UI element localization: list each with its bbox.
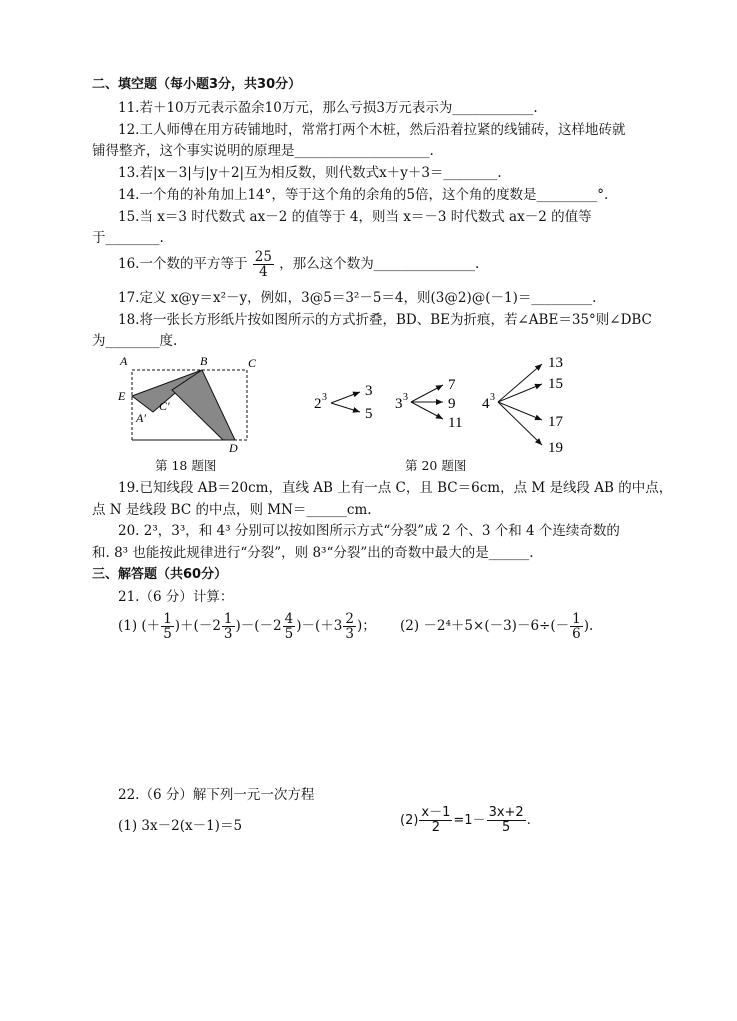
out-11: 11 (448, 415, 463, 431)
out-7: 7 (448, 377, 456, 393)
q21-1-fraction-4 (343, 612, 356, 641)
out-3: 3 (365, 383, 373, 399)
denominator: 3 (345, 626, 354, 642)
q16-fraction (253, 250, 274, 279)
arrow-2-3 (331, 392, 360, 403)
arrow-3-7 (411, 385, 443, 402)
q21-2-lead: (2) －2⁴＋5×(－3)－6÷(－ (400, 618, 570, 634)
q16-denominator: 4 (259, 264, 268, 280)
q21-2-tail: ). (583, 618, 594, 634)
figure-20-caption: 第 20 题图 (405, 458, 467, 473)
question-21-heading: 21.（6 分）计算： (118, 589, 234, 605)
figure-18-caption: 第 18 题图 (155, 458, 217, 473)
q16-text-pre: 16.一个数的平方等于 (118, 256, 248, 272)
question-13: 13.若|x－3|与|y＋2|互为相反数，则代数式x＋y＋3＝________. (118, 165, 502, 181)
q16-numerator: 25 (254, 249, 272, 265)
figure-18 (110, 352, 280, 454)
numerator: 1 (163, 611, 172, 627)
label-A-prime: A′ (136, 411, 146, 425)
numerator: 1 (223, 611, 233, 627)
base-3: 3 (395, 396, 403, 412)
label-E: E (118, 389, 126, 403)
arrow-3-11 (411, 402, 443, 419)
arrow-4-13 (498, 364, 542, 402)
denominator: 6 (572, 626, 581, 642)
denominator: 5 (284, 626, 294, 642)
question-19-line1: 19.已知线段 AB＝20cm，直线 AB 上有一点 C，且 BC＝6cm，点 M 是线段 AB 的中点， (118, 480, 673, 496)
q22-2-fraction-2 (487, 806, 526, 835)
arrow-4-17 (498, 402, 542, 420)
question-16 (118, 250, 479, 279)
out-5: 5 (365, 406, 373, 422)
out-13: 13 (548, 355, 563, 371)
question-18-line1: 18.将一张长方形纸片按如图所示的方式折叠，BD、BE为折痕，若∠ABE＝35°则∠DBC (118, 312, 652, 328)
q21-1-fraction-1 (161, 612, 174, 641)
label-C: C (248, 356, 257, 370)
arrow-4-15 (498, 384, 542, 402)
q21-1-fraction-3 (283, 612, 296, 641)
exp-4: 3 (490, 392, 495, 403)
label-C-prime: C′ (159, 399, 170, 413)
arrow-2-5 (331, 403, 360, 412)
question-22-heading: 22.（6 分）解下列一元一次方程 (118, 787, 315, 803)
q22-2-lead: (2) (400, 813, 419, 828)
numerator: x－1 (421, 805, 451, 820)
label-D: D (229, 441, 238, 454)
exp-3: 3 (403, 392, 408, 403)
q22-2-tail: . (526, 813, 531, 828)
q21-1-mid2: )－(－2 (235, 618, 282, 634)
out-15: 15 (548, 376, 563, 392)
question-21-part1 (118, 612, 376, 641)
denominator: 5 (501, 820, 511, 835)
question-17: 17.定义 x@y＝x²－y，例如，3@5＝3²－5＝4，则(3@2)@(－1)＝_________. (118, 290, 597, 306)
question-19-line2: 点 N 是线段 BC 的中点，则 MN＝______cm. (92, 502, 372, 518)
out-17: 17 (548, 414, 563, 430)
q21-1-tail: )； (356, 618, 376, 634)
exp-2: 3 (322, 392, 327, 403)
question-15-line2: 于________. (92, 230, 164, 246)
numerator: 4 (284, 611, 294, 627)
numerator: 2 (345, 611, 354, 627)
q21-1-lead: (1) (＋ (118, 618, 161, 634)
question-20-line2: 和. 8³ 也能按此规律进行“分裂”，则 8³“分裂”出的奇数中最大的是______. (92, 545, 534, 561)
question-22-part1: (1) 3x－2(x－1)＝5 (118, 818, 243, 834)
q22-2-mid: =1－ (453, 813, 486, 828)
base-2: 2 (314, 396, 322, 412)
question-12-line1: 12.工人师傅在用方砖铺地时，常常打两个木桩，然后沿着拉紧的线铺砖，这样地砖就 (118, 122, 626, 138)
section-title-fill-in: 二、填空题（每小题3分，共30分） (92, 77, 302, 92)
denominator: 2 (431, 820, 441, 835)
label-A: A (120, 354, 128, 368)
question-15-line1: 15.当 x＝3 时代数式 ax－2 的值等于 4，则当 x＝－3 时代数式 ax－2 的值等 (118, 209, 592, 225)
q21-2-fraction (570, 612, 583, 641)
question-12-line2: 铺得整齐，这个事实说明的原理是____________________. (92, 143, 434, 159)
q21-1-fraction-2 (222, 612, 235, 641)
figure-20 (310, 352, 580, 457)
section-title-solutions: 三、解答题（共60分） (92, 567, 228, 582)
question-14: 14.一个角的补角加上14°，等于这个角的余角的5倍，这个角的度数是_________°. (118, 187, 609, 203)
question-11: 11.若＋10万元表示盈余10万元，那么亏损3万元表示为____________. (118, 100, 538, 116)
question-21-part2 (400, 612, 593, 641)
label-B: B (200, 354, 208, 368)
base-4: 4 (482, 396, 490, 412)
q21-1-mid1: )＋(－2 (174, 618, 221, 634)
question-20-line1: 20. 2³，3³，和 4³ 分别可以按如图所示方式“分裂”成 2 个、3 个和 4 个连续奇数的 (118, 523, 620, 539)
q16-text-post: ，那么这个数为_______________. (279, 256, 480, 272)
denominator: 5 (163, 626, 172, 642)
question-18-line2: 为________度. (92, 333, 178, 349)
numerator: 3x+2 (488, 805, 524, 820)
q22-2-fraction-1 (419, 806, 452, 835)
out-19: 19 (548, 440, 563, 456)
question-22-part2 (400, 806, 531, 835)
q21-1-mid3: )－(＋3 (296, 618, 343, 634)
denominator: 3 (223, 626, 233, 642)
arrow-4-19 (498, 402, 542, 445)
out-9: 9 (448, 396, 456, 412)
numerator: 1 (572, 611, 581, 627)
